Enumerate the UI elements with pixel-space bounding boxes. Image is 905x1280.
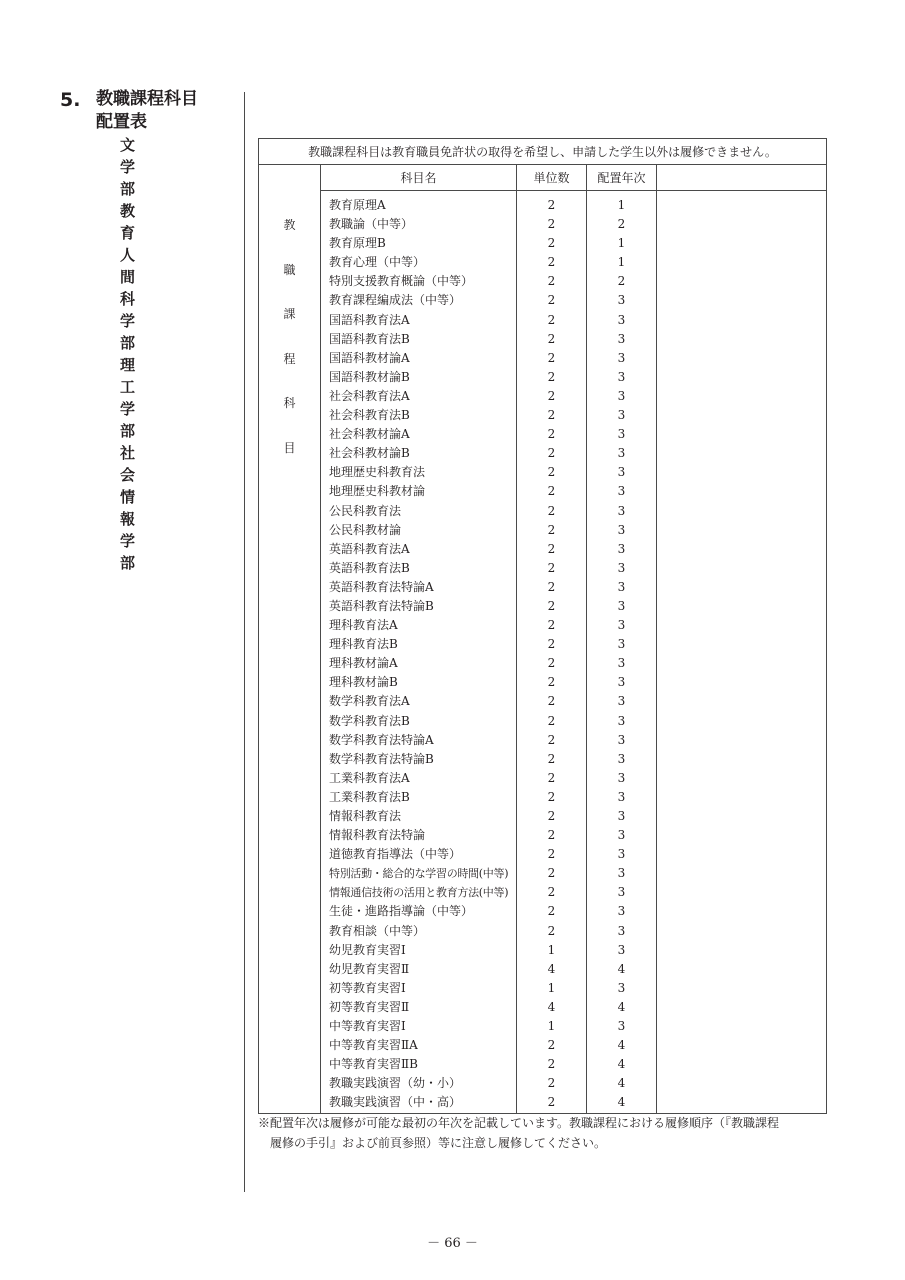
course-year: 3	[617, 732, 626, 747]
course-year: 4	[617, 999, 626, 1014]
course-credits: 2	[547, 1095, 556, 1110]
course-year: 3	[617, 484, 626, 499]
course-year: 1	[617, 255, 626, 270]
course-year: 1	[617, 236, 626, 251]
course-year: 3	[617, 388, 626, 403]
course-credits: 2	[547, 637, 556, 652]
course-credits: 1	[547, 980, 556, 995]
course-name: 教職論（中等）	[329, 217, 414, 232]
section-title-line2: 配置表	[96, 112, 147, 132]
course-year: 3	[617, 789, 626, 804]
section-title	[96, 88, 198, 134]
course-credits: 2	[547, 503, 556, 518]
header-course-name: 科目名	[321, 165, 517, 191]
course-year: 3	[617, 904, 626, 919]
course-credits: 2	[547, 350, 556, 365]
course-year: 3	[617, 522, 626, 537]
course-name: 理科教育法A	[329, 618, 398, 633]
course-year: 2	[617, 217, 626, 232]
course-table	[258, 138, 827, 1114]
course-year: 3	[617, 598, 626, 613]
header-credits: 単位数	[517, 165, 587, 191]
course-year: 4	[617, 1057, 626, 1072]
footnote-line1: ※配置年次は履修が可能な最初の年次を記載しています。教職課程における履修順序（『教職課程	[258, 1116, 780, 1130]
course-year: 3	[617, 427, 626, 442]
faculty-item: 理工学部	[120, 356, 136, 440]
course-year: 3	[617, 980, 626, 995]
course-name: 社会科教育法A	[329, 388, 410, 403]
course-credits: 2	[547, 1076, 556, 1091]
course-credits: 2	[547, 522, 556, 537]
year-column	[587, 191, 657, 1114]
course-name: 国語科教育法A	[329, 312, 410, 327]
course-name: 教職実践演習（中・高）	[329, 1095, 462, 1110]
course-credits: 2	[547, 331, 556, 346]
course-name-column	[321, 191, 517, 1114]
course-credits: 2	[547, 675, 556, 690]
course-name: 特別支援教育概論（中等）	[329, 274, 474, 289]
faculty-item: 教育人間科学部	[120, 202, 136, 352]
course-name: 特別活動・総合的な学習の時間(中等)	[329, 867, 509, 881]
course-credits: 2	[547, 579, 556, 594]
course-name: 幼児教育実習Ⅰ	[329, 942, 406, 957]
course-name: 数学科教育法A	[329, 694, 410, 709]
course-name: 社会科教材論B	[329, 446, 410, 461]
course-name: 教育原理B	[329, 236, 386, 251]
course-year: 3	[617, 560, 626, 575]
course-name: 社会科教育法B	[329, 408, 410, 423]
course-credits: 2	[547, 656, 556, 671]
course-name: 教育課程編成法（中等）	[329, 293, 462, 308]
course-year: 3	[617, 847, 626, 862]
course-name: 情報科教育法	[329, 809, 402, 823]
course-name: 中等教育実習ⅡA	[329, 1038, 418, 1053]
course-credits: 2	[547, 408, 556, 423]
course-credits: 2	[547, 217, 556, 232]
course-credits: 2	[547, 1057, 556, 1072]
course-name: 英語科教育法特論B	[329, 598, 434, 613]
course-year: 3	[617, 312, 626, 327]
course-credits: 2	[547, 598, 556, 613]
course-name: 生徒・進路指導論（中等）	[329, 904, 474, 919]
course-year: 3	[617, 637, 626, 652]
course-name: 公民科教育法	[329, 503, 402, 518]
course-name: 中等教育実習Ⅰ	[329, 1019, 406, 1034]
course-credits: 2	[547, 713, 556, 728]
course-credits: 2	[547, 885, 556, 900]
section-title-line1: 教職課程科目	[96, 89, 198, 109]
course-year: 3	[617, 618, 626, 633]
course-name: 国語科教育法B	[329, 331, 410, 346]
section-number: 5.	[60, 89, 81, 111]
group-label-char: 職	[283, 262, 296, 277]
course-year: 4	[617, 961, 626, 976]
faculty-item: 文学部	[120, 136, 136, 198]
course-year: 3	[617, 942, 626, 957]
course-credits: 2	[547, 541, 556, 556]
course-credits: 4	[547, 961, 556, 976]
course-year: 3	[617, 675, 626, 690]
header-remarks	[657, 165, 827, 191]
course-name: 教職実践演習（幼・小）	[329, 1076, 462, 1091]
course-name: 工業科教育法A	[329, 770, 410, 785]
course-credits: 2	[547, 312, 556, 327]
course-name: 教育相談（中等）	[329, 923, 426, 938]
course-year: 3	[617, 1019, 626, 1034]
course-credits: 2	[547, 198, 556, 212]
course-year: 3	[617, 465, 626, 480]
course-year: 3	[617, 713, 626, 728]
course-credits: 2	[547, 770, 556, 785]
course-year: 4	[617, 1076, 626, 1091]
group-label	[259, 217, 320, 484]
course-name: 英語科教育法特論A	[329, 579, 434, 594]
course-year: 3	[617, 866, 626, 881]
course-year: 3	[617, 885, 626, 900]
course-year: 3	[617, 828, 626, 843]
credits-column	[517, 191, 587, 1114]
course-name: 数学科教育法B	[329, 713, 410, 728]
course-year: 3	[617, 923, 626, 938]
course-year: 3	[617, 331, 626, 346]
course-credits: 2	[547, 923, 556, 938]
course-year: 3	[617, 503, 626, 518]
course-credits: 2	[547, 732, 556, 747]
course-credits: 2	[547, 809, 556, 823]
course-credits: 2	[547, 789, 556, 804]
course-credits: 2	[547, 255, 556, 270]
course-name: 理科教材論B	[329, 675, 398, 690]
course-credits: 2	[547, 847, 556, 862]
course-name: 工業科教育法B	[329, 789, 410, 804]
course-year: 3	[617, 293, 626, 308]
course-credits: 2	[547, 427, 556, 442]
course-credits: 2	[547, 560, 556, 575]
course-year: 4	[617, 1038, 626, 1053]
course-credits: 2	[547, 465, 556, 480]
course-year: 2	[617, 274, 626, 289]
course-name: 理科教育法B	[329, 637, 398, 652]
group-label-char: 程	[283, 351, 296, 366]
course-name: 数学科教育法特論A	[329, 732, 434, 747]
course-name: 国語科教材論B	[329, 369, 410, 384]
course-credits: 2	[547, 236, 556, 251]
table-notice: 教職課程科目は教育職員免許状の取得を希望し、申請した学生以外は履修できません。	[259, 139, 827, 165]
course-name: 理科教材論A	[329, 656, 398, 671]
course-name: 幼児教育実習Ⅱ	[329, 961, 410, 976]
course-name: 情報科教育法特論	[329, 828, 426, 843]
footnote	[258, 1113, 838, 1153]
course-year: 3	[617, 751, 626, 766]
group-label-char: 目	[283, 440, 296, 455]
course-name: 公民科教材論	[329, 522, 402, 537]
course-name: 地理歴史科教材論	[329, 484, 426, 499]
course-credits: 2	[547, 1038, 556, 1053]
course-credits: 2	[547, 866, 556, 881]
course-name: 中等教育実習ⅡB	[329, 1057, 418, 1072]
course-name: 数学科教育法特論B	[329, 751, 434, 766]
course-credits: 1	[547, 1019, 556, 1034]
course-credits: 2	[547, 618, 556, 633]
course-name: 英語科教育法B	[329, 560, 410, 575]
course-year: 3	[617, 809, 626, 823]
course-year: 3	[617, 369, 626, 384]
course-name: 初等教育実習Ⅱ	[329, 999, 410, 1014]
course-year: 3	[617, 694, 626, 709]
course-credits: 2	[547, 293, 556, 308]
remarks-column	[657, 191, 827, 1114]
page-number: － 66 －	[427, 1236, 478, 1251]
course-name: 教育原理A	[329, 198, 386, 212]
course-year: 3	[617, 656, 626, 671]
header-year: 配置年次	[587, 165, 657, 191]
course-year: 3	[617, 579, 626, 594]
course-name: 初等教育実習Ⅰ	[329, 980, 406, 995]
course-name: 地理歴史科教育法	[329, 465, 426, 480]
faculty-list	[120, 134, 135, 574]
course-credits: 1	[547, 942, 556, 957]
group-label-char: 課	[283, 307, 296, 321]
faculty-item: 社会情報学部	[120, 444, 136, 572]
course-name: 英語科教育法A	[329, 541, 410, 556]
course-name: 国語科教材論A	[329, 350, 410, 365]
course-year: 4	[617, 1095, 626, 1110]
course-credits: 2	[547, 828, 556, 843]
course-credits: 2	[547, 694, 556, 709]
course-year: 3	[617, 770, 626, 785]
course-credits: 2	[547, 751, 556, 766]
course-credits: 2	[547, 274, 556, 289]
group-label-char: 教	[283, 218, 296, 232]
course-credits: 2	[547, 484, 556, 499]
course-year: 3	[617, 446, 626, 461]
course-credits: 2	[547, 369, 556, 384]
group-label-cell	[259, 165, 321, 1114]
course-year: 3	[617, 541, 626, 556]
course-year: 3	[617, 408, 626, 423]
course-name: 社会科教材論A	[329, 427, 410, 442]
course-year: 3	[617, 350, 626, 365]
footnote-line2: 履修の手引』および前頁参照）等に注意し履修してください。	[270, 1136, 607, 1150]
course-credits: 2	[547, 446, 556, 461]
course-credits: 2	[547, 904, 556, 919]
course-name: 情報通信技術の活用と教育方法(中等)	[329, 886, 509, 900]
course-credits: 2	[547, 388, 556, 403]
course-name: 道徳教育指導法（中等）	[329, 847, 462, 862]
course-credits: 4	[547, 999, 556, 1014]
group-label-char: 科	[283, 396, 296, 410]
vertical-divider	[244, 92, 245, 1192]
course-name: 教育心理（中等）	[329, 255, 426, 270]
course-year: 1	[617, 198, 626, 212]
